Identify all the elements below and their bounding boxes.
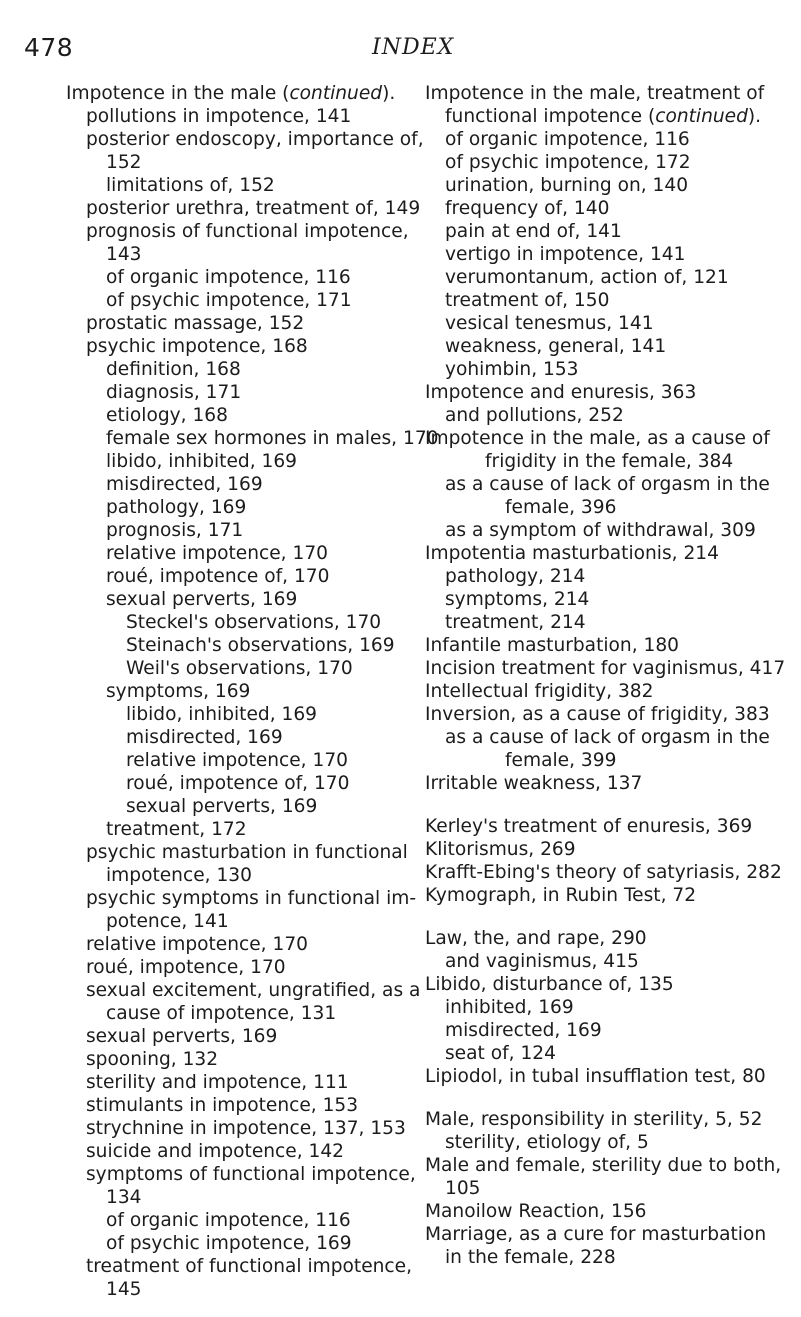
index-subentry — [66, 174, 396, 197]
entry-line: weakness, general, 141 — [445, 336, 667, 357]
index-subentry — [66, 1209, 396, 1232]
entry-line: Impotence in the male, as a cause of — [425, 428, 770, 449]
entry-line: and vaginismus, 415 — [445, 951, 639, 972]
index-entry — [425, 861, 795, 884]
index-subentry — [66, 1048, 396, 1071]
page-number: 478 — [24, 33, 74, 62]
index-subentry — [425, 588, 795, 611]
index-subentry — [66, 611, 396, 634]
entry-line: female sex hormones in males, 170 — [106, 428, 439, 449]
entry-line: Manoilow Reaction, 156 — [425, 1201, 647, 1222]
entry-line: frequency of, 140 — [445, 198, 610, 219]
entry-line: Impotence in the male (continued). — [66, 83, 396, 104]
entry-line: sexual perverts, 169 — [86, 1026, 278, 1047]
entry-line: treatment of functional impotence, — [86, 1256, 412, 1277]
index-entry — [425, 542, 795, 565]
entry-line: relative impotence, 170 — [86, 934, 308, 955]
entry-line: misdirected, 169 — [445, 1020, 602, 1041]
entry-line: prostatic massage, 152 — [86, 313, 305, 334]
index-column-right — [425, 82, 795, 1269]
index-entry — [425, 1065, 795, 1088]
index-subentry — [425, 151, 795, 174]
index-subentry — [66, 450, 396, 473]
index-entry — [425, 1200, 795, 1223]
index-subentry — [66, 312, 396, 335]
index-subentry — [66, 979, 421, 1025]
entry-line: roué, impotence of, 170 — [106, 566, 330, 587]
index-subentry — [425, 128, 795, 151]
entry-line: symptoms, 214 — [445, 589, 590, 610]
entry-line: and pollutions, 252 — [445, 405, 624, 426]
entry-line: strychnine in impotence, 137, 153 — [86, 1118, 406, 1139]
entry-continuation-line: cause of impotence, 131 — [106, 1003, 337, 1024]
index-subentry — [425, 519, 795, 542]
index-entry — [425, 381, 795, 404]
entry-continuation-line: female, 396 — [505, 497, 617, 518]
entry-line: prognosis of functional impotence, — [86, 221, 409, 242]
entry-line: Weil's observations, 170 — [126, 658, 353, 679]
entry-continuation-line: female, 399 — [505, 750, 617, 771]
entry-line: Libido, disturbance of, 135 — [425, 974, 674, 995]
entry-line: Male, responsibility in sterility, 5, 52 — [425, 1109, 763, 1130]
index-subentry — [425, 312, 795, 335]
entry-continuation-line: 105 — [445, 1178, 481, 1199]
entry-continuation-line: potence, 141 — [106, 911, 229, 932]
entry-line: misdirected, 169 — [106, 474, 263, 495]
entry-continuation-line: 145 — [106, 1279, 142, 1300]
entry-line: pain at end of, 141 — [445, 221, 622, 242]
entry-line: pathology, 214 — [445, 566, 586, 587]
index-entry — [425, 1223, 795, 1269]
index-entry — [425, 82, 795, 128]
index-subentry — [66, 1094, 396, 1117]
index-entry — [425, 703, 795, 726]
index-subentry — [66, 1140, 396, 1163]
index-subentry — [66, 128, 424, 174]
entry-line: vertigo in impotence, 141 — [445, 244, 686, 265]
entry-line: definition, 168 — [106, 359, 241, 380]
entry-line: of organic impotence, 116 — [106, 1210, 351, 1231]
entry-line: diagnosis, 171 — [106, 382, 242, 403]
section-gap — [425, 907, 795, 927]
index-subentry — [66, 220, 409, 266]
entry-line: sterility and impotence, 111 — [86, 1072, 349, 1093]
index-subentry — [66, 1163, 416, 1209]
index-subentry — [425, 220, 795, 243]
entry-line: of psychic impotence, 172 — [445, 152, 691, 173]
index-subentry — [66, 266, 396, 289]
entry-line: Infantile masturbation, 180 — [425, 635, 680, 656]
entry-line: Incision treatment for vaginismus, 417 — [425, 658, 786, 679]
entry-line: Klitorismus, 269 — [425, 839, 576, 860]
index-subentry — [425, 266, 795, 289]
index-subentry — [66, 818, 396, 841]
index-subentry — [66, 473, 396, 496]
section-gap — [425, 795, 795, 815]
index-subentry — [66, 726, 396, 749]
entry-line: of organic impotence, 116 — [445, 129, 690, 150]
entry-line: Impotence and enuresis, 363 — [425, 382, 697, 403]
index-entry — [425, 973, 795, 996]
index-subentry — [66, 565, 396, 588]
entry-line: treatment, 214 — [445, 612, 586, 633]
index-entry — [425, 657, 795, 680]
index-subentry — [425, 289, 795, 312]
entry-line: etiology, 168 — [106, 405, 228, 426]
entry-line: libido, inhibited, 169 — [106, 451, 298, 472]
index-entry — [425, 927, 795, 950]
index-subentry — [425, 996, 795, 1019]
index-subentry — [425, 565, 795, 588]
index-subentry — [425, 611, 795, 634]
entry-line: Irritable weakness, 137 — [425, 773, 643, 794]
index-subentry — [425, 404, 795, 427]
entry-line: Law, the, and rape, 290 — [425, 928, 647, 949]
index-entry — [425, 1154, 795, 1200]
entry-line: Male and female, sterility due to both, — [425, 1155, 782, 1176]
index-subentry — [66, 496, 396, 519]
index-entry — [425, 680, 795, 703]
entry-line: sexual perverts, 169 — [126, 796, 318, 817]
index-subentry — [66, 1232, 396, 1255]
entry-line: roué, impotence, 170 — [86, 957, 286, 978]
index-subentry — [66, 289, 396, 312]
entry-line: treatment of, 150 — [445, 290, 610, 311]
entry-line: posterior urethra, treatment of, 149 — [86, 198, 421, 219]
entry-line: Krafft-Ebing's theory of satyriasis, 282 — [425, 862, 782, 883]
index-subentry — [425, 950, 795, 973]
entry-line: pollutions in impotence, 141 — [86, 106, 352, 127]
entry-line: inhibited, 169 — [445, 997, 574, 1018]
index-subentry — [66, 1025, 396, 1048]
entry-continuation-line: 143 — [106, 244, 142, 265]
entry-line: sexual excitement, ungratified, as a — [86, 980, 421, 1001]
index-subentry — [66, 795, 396, 818]
entry-line: as a cause of lack of orgasm in the — [445, 474, 770, 495]
index-entry — [66, 82, 396, 105]
index-subentry — [66, 519, 396, 542]
entry-line: pathology, 169 — [106, 497, 247, 518]
entry-line: as a cause of lack of orgasm in the — [445, 727, 770, 748]
entry-line: Lipiodol, in tubal insufflation test, 80 — [425, 1066, 766, 1087]
entry-line: Marriage, as a cure for masturbation — [425, 1224, 767, 1245]
index-subentry — [66, 335, 396, 358]
index-subentry — [66, 841, 408, 887]
entry-line: suicide and impotence, 142 — [86, 1141, 345, 1162]
entry-line: symptoms of functional impotence, — [86, 1164, 416, 1185]
entry-line: sexual perverts, 169 — [106, 589, 298, 610]
index-entry — [425, 815, 795, 838]
index-subentry — [66, 703, 396, 726]
index-subentry — [66, 105, 396, 128]
index-subentry — [66, 956, 396, 979]
index-subentry — [66, 680, 396, 703]
entry-line: symptoms, 169 — [106, 681, 251, 702]
index-subentry — [66, 749, 396, 772]
index-subentry — [425, 1042, 795, 1065]
entry-line: stimulants in impotence, 153 — [86, 1095, 359, 1116]
entry-line: Kerley's treatment of enuresis, 369 — [425, 816, 753, 837]
entry-continuation-line: impotence, 130 — [106, 865, 252, 886]
index-subentry — [66, 404, 396, 427]
index-subentry — [66, 427, 439, 450]
index-subentry — [425, 335, 795, 358]
entry-line: psychic masturbation in functional — [86, 842, 408, 863]
entry-line: spooning, 132 — [86, 1049, 219, 1070]
index-subentry — [66, 1255, 412, 1301]
index-subentry — [66, 1071, 396, 1094]
entry-continuation-line: in the female, 228 — [445, 1247, 616, 1268]
index-subentry — [66, 634, 396, 657]
index-subentry — [425, 473, 795, 519]
entry-line: psychic impotence, 168 — [86, 336, 308, 357]
entry-line: limitations of, 152 — [106, 175, 275, 196]
index-entry — [425, 1108, 795, 1131]
entry-line: sterility, etiology of, 5 — [445, 1132, 649, 1153]
index-subentry — [66, 542, 396, 565]
index-entry — [425, 838, 795, 861]
index-subentry — [66, 772, 396, 795]
index-column-left — [66, 82, 439, 1301]
entry-continuation-line: 152 — [106, 152, 142, 173]
entry-line: verumontanum, action of, 121 — [445, 267, 729, 288]
index-subentry — [425, 197, 795, 220]
index-subentry — [425, 1131, 795, 1154]
entry-line: of psychic impotence, 169 — [106, 1233, 352, 1254]
entry-line: of psychic impotence, 171 — [106, 290, 352, 311]
entry-line: misdirected, 169 — [126, 727, 283, 748]
section-gap — [425, 1088, 795, 1108]
index-subentry — [425, 726, 795, 772]
entry-continuation-line: functional impotence (continued). — [445, 106, 762, 127]
entry-line: relative impotence, 170 — [126, 750, 348, 771]
index-subentry — [425, 174, 795, 197]
entry-line: prognosis, 171 — [106, 520, 244, 541]
entry-line: libido, inhibited, 169 — [126, 704, 318, 725]
entry-line: Kymograph, in Rubin Test, 72 — [425, 885, 697, 906]
entry-line: yohimbin, 153 — [445, 359, 579, 380]
index-subentry — [425, 1019, 795, 1042]
index-subentry — [425, 358, 795, 381]
entry-line: vesical tenesmus, 141 — [445, 313, 654, 334]
index-subentry — [66, 933, 396, 956]
index-subentry — [66, 657, 396, 680]
entry-line: treatment, 172 — [106, 819, 247, 840]
entry-continuation-line: 134 — [106, 1187, 142, 1208]
index-subentry — [66, 381, 396, 404]
running-head: INDEX — [372, 35, 455, 60]
index-entry — [425, 634, 795, 657]
index-entry — [425, 772, 795, 795]
index-subentry — [425, 243, 795, 266]
entry-line: Impotence in the male, treatment of — [425, 83, 765, 104]
entry-line: psychic symptoms in functional im- — [86, 888, 417, 909]
index-subentry — [66, 887, 417, 933]
index-entry — [425, 427, 795, 473]
entry-line: relative impotence, 170 — [106, 543, 328, 564]
index-subentry — [66, 197, 421, 220]
entry-line: Steinach's observations, 169 — [126, 635, 395, 656]
entry-line: posterior endoscopy, importance of, — [86, 129, 424, 150]
entry-line: Steckel's observations, 170 — [126, 612, 382, 633]
entry-line: Inversion, as a cause of frigidity, 383 — [425, 704, 770, 725]
index-subentry — [66, 358, 396, 381]
entry-line: as a symptom of withdrawal, 309 — [445, 520, 756, 541]
entry-line: Intellectual frigidity, 382 — [425, 681, 654, 702]
entry-line: roué, impotence of, 170 — [126, 773, 350, 794]
index-subentry — [66, 588, 396, 611]
entry-line: urination, burning on, 140 — [445, 175, 689, 196]
index-entry — [425, 884, 795, 907]
index-subentry — [66, 1117, 406, 1140]
entry-line: Impotentia masturbationis, 214 — [425, 543, 719, 564]
entry-continuation-line: frigidity in the female, 384 — [485, 451, 734, 472]
entry-line: of organic impotence, 116 — [106, 267, 351, 288]
entry-line: seat of, 124 — [445, 1043, 556, 1064]
